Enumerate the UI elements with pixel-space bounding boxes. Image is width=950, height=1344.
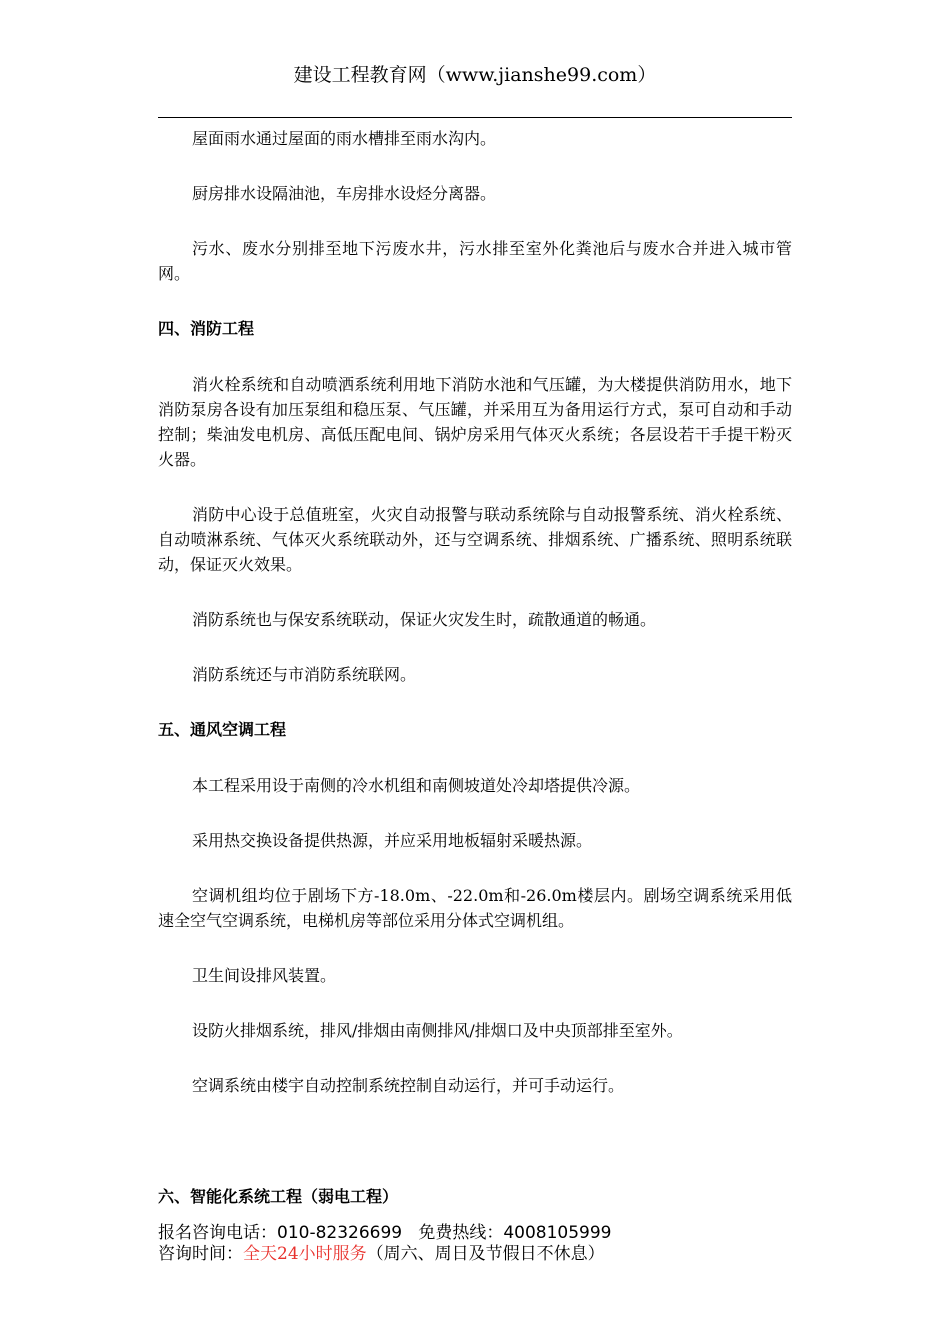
section-heading-intelligent-systems: 六、智能化系统工程（弱电工程） [158, 1187, 399, 1206]
hours-highlight: 全天24小时服务 [243, 1244, 367, 1264]
paragraph-fire-city-network: 消防系统还与市消防系统联网。 [192, 665, 417, 684]
paragraph-cooling-source: 本工程采用设于南侧的冷水机组和南侧坡道处冷却塔提供冷源。 [192, 776, 641, 795]
paragraph-toilet-exhaust: 卫生间设排风装置。 [192, 966, 337, 985]
paragraph-kitchen-drainage: 厨房排水设隔油池，车房排水设烃分离器。 [192, 184, 497, 203]
paragraph-heat-source: 采用热交换设备提供热源，并应采用地板辐射采暖热源。 [192, 831, 593, 850]
footer-hours-line [158, 1244, 792, 1265]
hotline-number: 4008105999 [503, 1223, 612, 1243]
hotline-label: 免费热线： [418, 1223, 504, 1243]
document-body [158, 126, 792, 1265]
paragraph-smoke-exhaust: 设防火排烟系统，排风/排烟由南侧排风/排烟口及中央顶部排至室外。 [192, 1021, 683, 1040]
paragraph-roof-drainage: 屋面雨水通过屋面的雨水槽排至雨水沟内。 [192, 129, 497, 148]
spacer [158, 1128, 792, 1184]
paragraph-hydrant-system: 消火栓系统和自动喷洒系统利用地下消防水池和气压罐，为大楼提供消防用水，地下消防泵房各设有加压泵组和稳压泵、气压罐，并采用互为备用运行方式，泵可自动和手动控制；柴油发电机房、高低压配电间、锅炉房采用气体灭火系统；各层设若干手提干粉灭火器。 [158, 375, 792, 469]
paragraph-fire-center: 消防中心设于总值班室，火灾自动报警与联动系统除与自动报警系统、消火栓系统、自动喷淋系统、气体灭火系统联动外，还与空调系统、排烟系统、广播系统、照明系统联动，保证灭火效果。 [158, 505, 792, 574]
phone-label: 报名咨询电话： [158, 1223, 277, 1243]
paragraph-hvac-control: 空调系统由楼宇自动控制系统控制自动运行，并可手动运行。 [192, 1076, 625, 1095]
hours-note: （周六、周日及节假日不休息） [366, 1244, 605, 1264]
footer-contact-line [158, 1223, 792, 1244]
hours-label: 咨询时间： [158, 1244, 243, 1264]
section-heading-hvac: 五、通风空调工程 [158, 720, 287, 739]
page-header-title: 建设工程教育网（www.jianshe99.com） [293, 64, 657, 86]
paragraph-air-units: 空调机组均位于剧场下方-18.0m、-22.0m和-26.0m楼层内。剧场空调系统采用低速全空气空调系统，电梯机房等部位采用分体式空调机组。 [158, 886, 792, 930]
phone-number: 010-82326699 [277, 1223, 403, 1243]
section-heading-fire: 四、消防工程 [158, 319, 255, 338]
header-divider [158, 117, 792, 118]
paragraph-sewage: 污水、废水分别排至地下污废水井，污水排至室外化粪池后与废水合并进入城市管网。 [158, 239, 792, 283]
paragraph-fire-security-link: 消防系统也与保安系统联动，保证火灾发生时，疏散通道的畅通。 [192, 610, 657, 629]
